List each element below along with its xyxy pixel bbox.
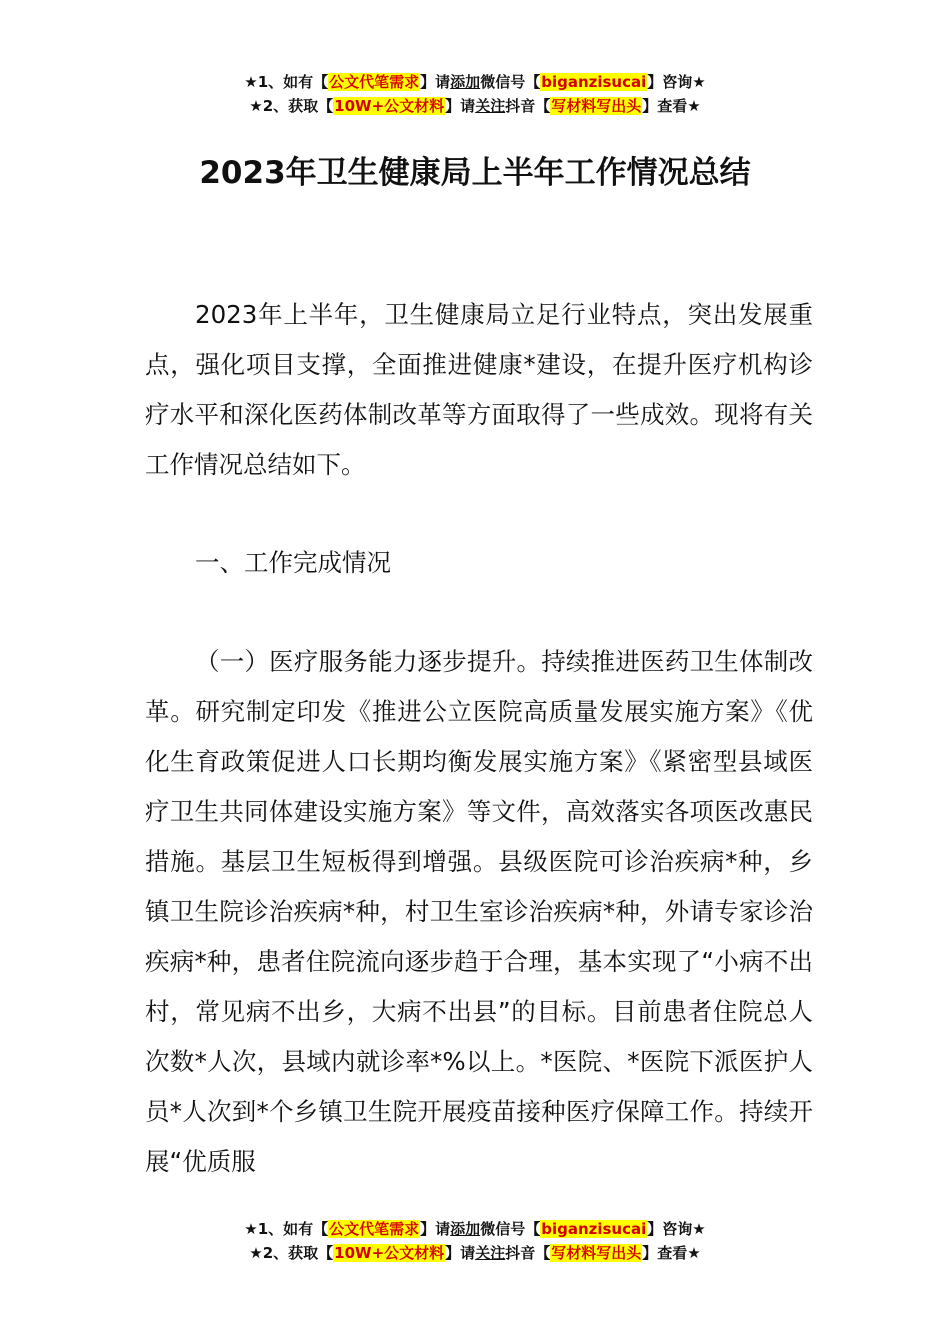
highlight-wechat-id: biganzisucai	[541, 73, 647, 91]
highlight-materials: 10W+公文材料	[334, 97, 445, 115]
underlined-text: 添加	[450, 73, 481, 91]
promo-line-1	[0, 70, 950, 94]
promo-line-1	[0, 1217, 950, 1241]
section-heading: 一、工作完成情况	[195, 548, 391, 577]
document-title: 2023年卫生健康局上半年工作情况总结	[199, 155, 751, 191]
star-icon: ★	[249, 97, 263, 115]
highlight-service: 公文代笔需求	[329, 1220, 420, 1238]
promo-banner-top	[0, 70, 950, 118]
star-icon: ★	[687, 1244, 701, 1262]
highlight-douyin-id: 写材料写出头	[551, 97, 642, 115]
promo-text: 2、获取【	[262, 97, 334, 115]
intro-paragraph: 2023年上半年，卫生健康局立足行业特点，突出发展重点，强化项目支撑，全面推进健康*建设，在提升医疗机构诊疗水平和深化医药体制改革等方面取得了一些成效。现将有关工作情况总结如下。	[145, 300, 813, 479]
star-icon: ★	[244, 73, 258, 91]
highlight-service: 公文代笔需求	[329, 73, 420, 91]
promo-text: 】请	[445, 97, 476, 115]
highlight-materials: 10W+公文材料	[334, 1244, 445, 1262]
promo-line-2	[0, 94, 950, 118]
promo-line-2	[0, 1241, 950, 1265]
highlight-douyin-id: 写材料写出头	[551, 1244, 642, 1262]
promo-text: 】请	[420, 1220, 451, 1238]
promo-text: 2、获取【	[262, 1244, 334, 1262]
highlight-wechat-id: biganzisucai	[541, 1220, 647, 1238]
promo-text: 微信号【	[480, 1220, 541, 1238]
star-icon: ★	[244, 1220, 258, 1238]
promo-text: 抖音【	[505, 1244, 551, 1262]
star-icon: ★	[687, 97, 701, 115]
promo-text: 】请	[445, 1244, 476, 1262]
star-icon: ★	[692, 1220, 706, 1238]
promo-text: 1、如有【	[257, 73, 329, 91]
star-icon: ★	[249, 1244, 263, 1262]
underlined-text: 关注	[475, 97, 506, 115]
promo-text: 抖音【	[505, 97, 551, 115]
promo-text: 】请	[420, 73, 451, 91]
promo-banner-bottom	[0, 1217, 950, 1265]
promo-text: 】查看	[642, 97, 688, 115]
promo-text: 】咨询	[647, 73, 693, 91]
underlined-text: 关注	[475, 1244, 506, 1262]
promo-text: 微信号【	[480, 73, 541, 91]
star-icon: ★	[692, 73, 706, 91]
body-paragraph: （一）医疗服务能力逐步提升。持续推进医药卫生体制改革。研究制定印发《推进公立医院高质量发展实施方案》《优化生育政策促进人口长期均衡发展实施方案》《紧密型县域医疗卫生共同体建设实施方案》等文件，高效落实各项医改惠民措施。基层卫生短板得到增强。县级医院可诊治疾病*种，乡镇卫生院诊治疾病*种，村卫生室诊治疾病*种，外请专家诊治疾病*种，患者住院流向逐步趋于合理，基本实现了“小病不出村，常见病不出乡，大病不出县”的目标。目前患者住院总人次数*人次，县域内就诊率*%以上。*医院、*医院下派医护人员*人次到*个乡镇卫生院开展疫苗接种医疗保障工作。持续开展“优质服	[145, 647, 813, 1176]
promo-text: 】查看	[642, 1244, 688, 1262]
promo-text: 1、如有【	[257, 1220, 329, 1238]
underlined-text: 添加	[450, 1220, 481, 1238]
promo-text: 】咨询	[647, 1220, 693, 1238]
